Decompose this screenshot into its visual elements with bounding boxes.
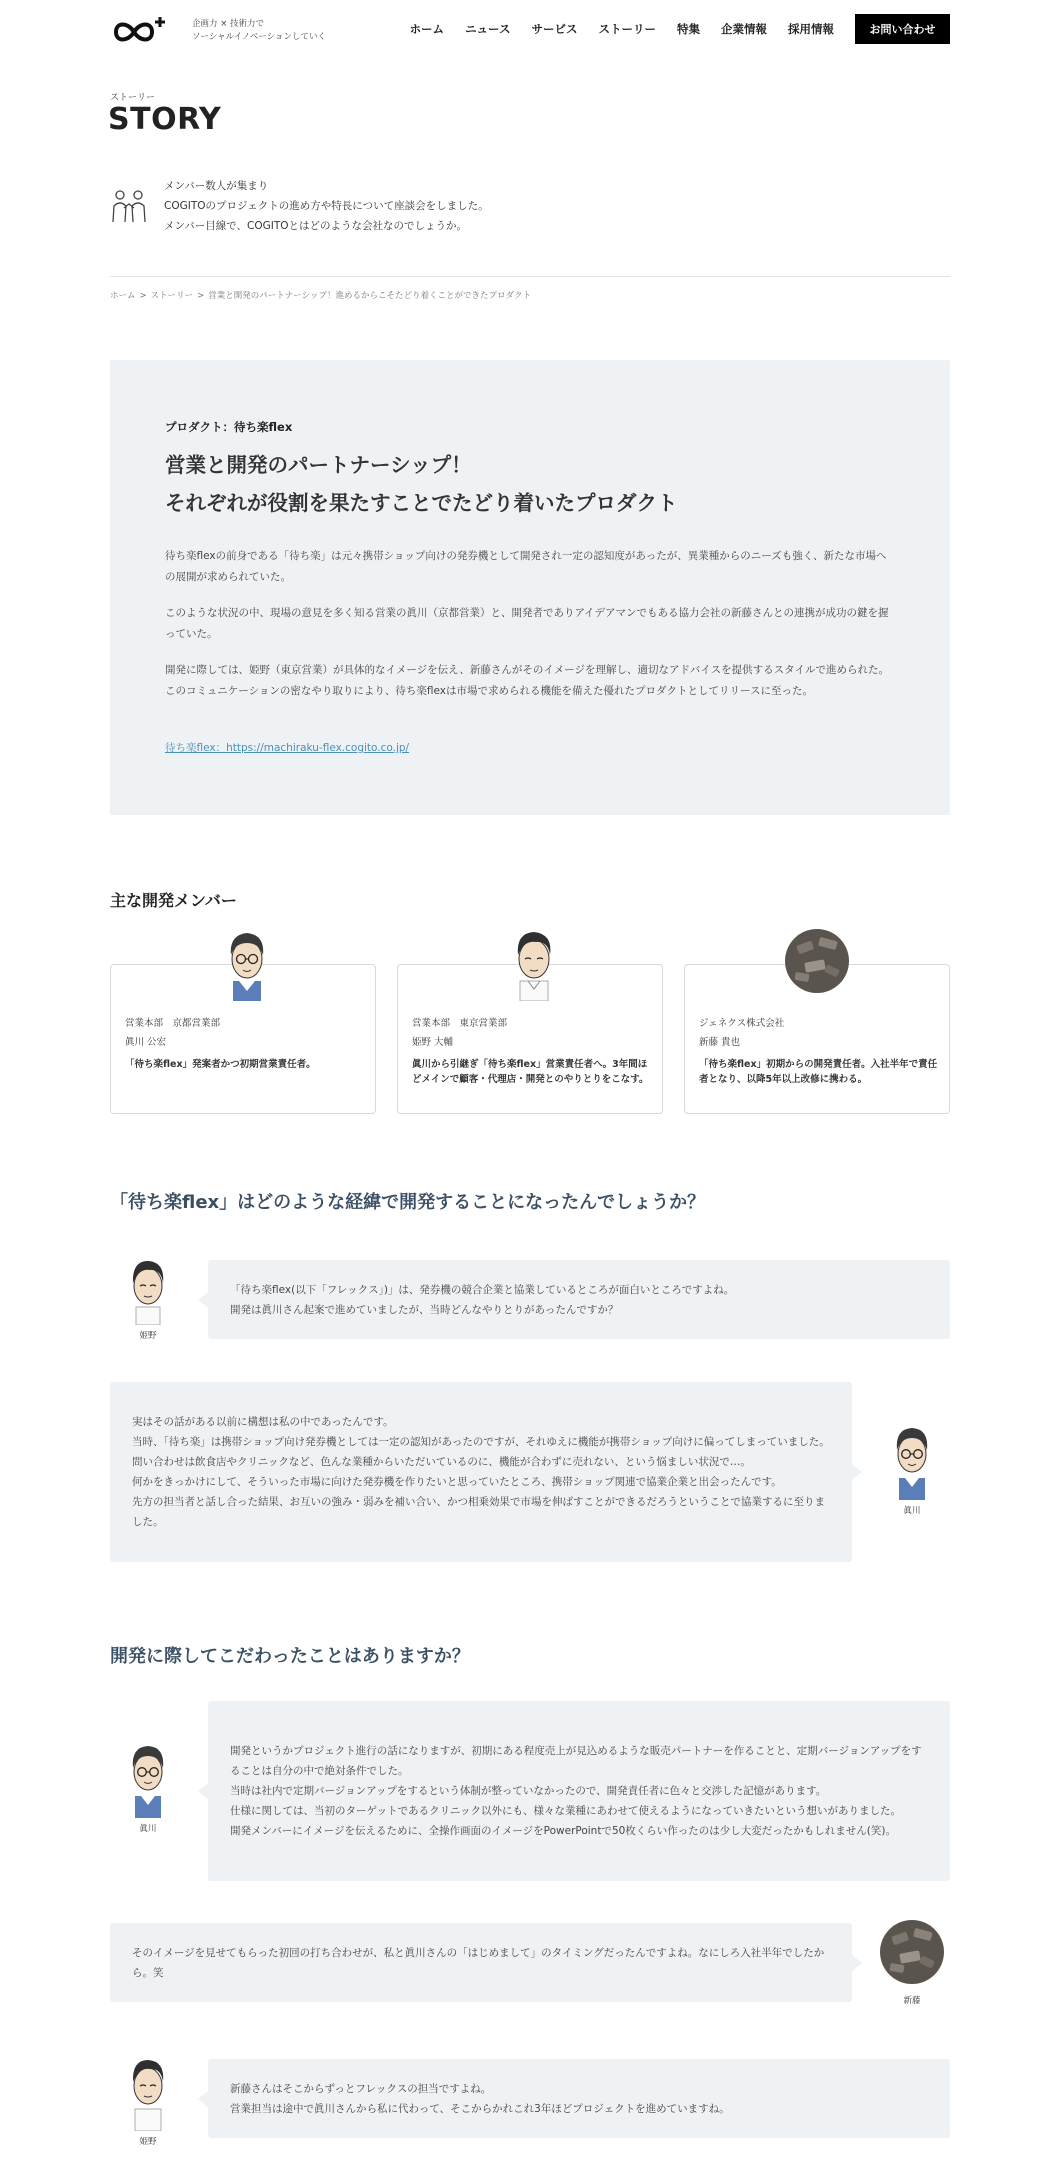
- member-desc: 眞川から引継ぎ「待ち楽flex」営業責任者へ。3年間ほどメインで顧客・代理店・開発とのやりとりをこなす。: [412, 1059, 649, 1085]
- avatar: [880, 1920, 944, 1984]
- people-meeting-icon: [110, 188, 148, 224]
- nav-recruit[interactable]: 採用情報: [788, 22, 834, 36]
- member-dept: 営業本部 京都営業部: [125, 1018, 221, 1029]
- avatar: [123, 1738, 173, 1818]
- divider: [110, 276, 950, 277]
- avatar: [219, 925, 275, 1001]
- infinity-plus-logo[interactable]: [110, 12, 188, 48]
- avatar: [123, 2053, 173, 2131]
- nav-service[interactable]: サービス: [531, 22, 578, 36]
- breadcrumb-home[interactable]: ホーム: [110, 291, 136, 301]
- speech-bubble: 開発というかプロジェクト進行の話になりますが、初期にある程度売上が見込めるような販売パートナーを作ることと、定期バージョンアップをすることは自分の中で絶対条件でした。 当時は社内で定期バージョンアップをするという体制が整っていなかったので、開発責任者に色々と交渉した記憶があります。 仕様に関しては、当初のターゲットであるクリニック以外にも、様々な業種にあわせて使えるようになっていきたいという想いがありました。 開発メンバーにイメージを伝えるために、全操作画面のイメージをPowerPointで50枚くらい作ったのは少し大変だったかもしれません(笑)。: [208, 1701, 950, 1881]
- contact-button[interactable]: お問い合わせ: [855, 14, 950, 44]
- breadcrumb: ホーム > ストーリー > 営業と開発のパートナーシップ！進めるからこそたどり着くことができたプロダクト: [110, 291, 531, 301]
- site-header: [110, 12, 950, 48]
- nav-company[interactable]: 企業情報: [721, 22, 767, 36]
- speaker-shindo: 新藤: [877, 1920, 947, 2006]
- member-name: 姫野 大輔: [412, 1037, 454, 1048]
- member-card: [684, 964, 950, 1114]
- speaker-makawa: 眞川: [877, 1420, 947, 1516]
- avatar: [785, 929, 849, 993]
- member-card: [110, 964, 376, 1114]
- nav-news[interactable]: ニュース: [465, 22, 511, 36]
- page-subtitle: ストーリー: [110, 93, 156, 103]
- nav-feature[interactable]: 特集: [677, 22, 700, 36]
- speech-bubble: 実はその話がある以前に構想は私の中であったんです。 当時、「待ち楽」は携帯ショップ向け発券機としては一定の認知があったのですが、それゆえに機能が携帯ショップ向けに偏ってしまっていました。 問い合わせは飲食店やクリニックなど、色んな業種からいただいているのに、機能が合わずに売れない、という悩ましい状況で…。 何かをきっかけにして、そういった市場に向けた発券機を作りたいと思っていたところ、携帯ショップ関連で協業企業と出会ったんです。 先方の担当者と話し合った結果、お互いの強み・弱みを補い合い、かつ相乗効果で市場を伸ばすことができるだろうということで協業するに至りました。: [110, 1382, 852, 1562]
- speaker-himeno: 姫野: [113, 2053, 183, 2147]
- page-title: STORY: [108, 102, 222, 137]
- question-heading: 「待ち楽flex」はどのような経緯で開発することになったんでしょうか？: [110, 1192, 706, 1213]
- product-title: 営業と開発のパートナーシップ！ それぞれが役割を果たすことでたどり着いたプロダクト: [165, 453, 678, 515]
- main-nav: [410, 14, 950, 44]
- member-desc: 「待ち楽flex」発案者かつ初期営業責任者。: [125, 1059, 316, 1070]
- speaker-himeno: 姫野: [113, 1255, 183, 1341]
- speaker-makawa: 眞川: [113, 1738, 183, 1834]
- speech-bubble: 「待ち楽flex(以下「フレックス」)」は、発券機の競合企業と協業しているところが面白いところですよね。 開発は眞川さん起案で進めていましたが、当時どんなやりとりがあったんですか？: [208, 1260, 950, 1339]
- intro-text: メンバー数人が集まり COGITOのプロジェクトの進め方や特長について座談会をしました。 メンバー目線で、COGITOとはどのような会社なのでしょうか。: [164, 180, 489, 232]
- avatar: [887, 1420, 937, 1500]
- breadcrumb-current: 営業と開発のパートナーシップ！進めるからこそたどり着くことができたプロダクト: [208, 291, 531, 301]
- member-card: [397, 964, 663, 1114]
- breadcrumb-story[interactable]: ストーリー: [150, 291, 194, 301]
- member-dept: 営業本部 東京営業部: [412, 1018, 508, 1029]
- question-heading: 開発に際してこだわったことはありますか？: [110, 1646, 470, 1667]
- member-desc: 「待ち楽flex」初期からの開発責任者。入社半年で責任者となり、以降5年以上改修に携わる。: [699, 1059, 938, 1085]
- speech-bubble: 新藤さんはそこからずっとフレックスの担当ですよね。 営業担当は途中で眞川さんから私に代わって、そこからかれこれ3年ほどプロジェクトを進めていますね。: [208, 2059, 950, 2138]
- member-name: 眞川 公宏: [125, 1037, 167, 1048]
- product-summary: [110, 360, 950, 815]
- member-name: 新藤 貴也: [699, 1037, 741, 1048]
- avatar: [506, 925, 562, 1001]
- members-heading: 主な開発メンバー: [110, 891, 237, 910]
- nav-home[interactable]: ホーム: [409, 22, 445, 36]
- tagline: 企画力 × 技術力で ソーシャルイノベーションしていく: [192, 19, 327, 42]
- product-label: プロダクト：待ち楽flex: [165, 420, 293, 434]
- nav-story[interactable]: ストーリー: [598, 22, 656, 36]
- product-link[interactable]: 待ち楽flex：https://machiraku-flex.cogito.co.jp/: [165, 742, 410, 754]
- avatar: [123, 1255, 173, 1325]
- member-dept: ジェネクス株式会社: [699, 1018, 785, 1029]
- product-body: 待ち楽flexの前身である「待ち楽」は元々携帯ショップ向けの発券機として開発され一定の認知度があったが、異業種からのニーズも強く、新たな市場への展開が求められていた。 このような状況の中、現場の意見を多く知る営業の眞川（京都営業）と、開発者でありアイデアマンでもある協力会社の新藤さんとの連携が成功の鍵を握っていた。 開発に際しては、姫野（東京営業）が具体的なイメージを伝え、新藤さんがそのイメージを理解し、適切なアドバイスを提供するスタイルで進められた。このコミュニケーションの密なやり取りにより、待ち楽flexは市場で求められる機能を備えた優れたプロダクトとしてリリースに至った。: [165, 550, 889, 697]
- speech-bubble: そのイメージを見せてもらった初回の打ち合わせが、私と眞川さんの「はじめまして」のタイミングだったんですよね。なにしろ入社半年でしたから。笑: [110, 1923, 852, 2002]
